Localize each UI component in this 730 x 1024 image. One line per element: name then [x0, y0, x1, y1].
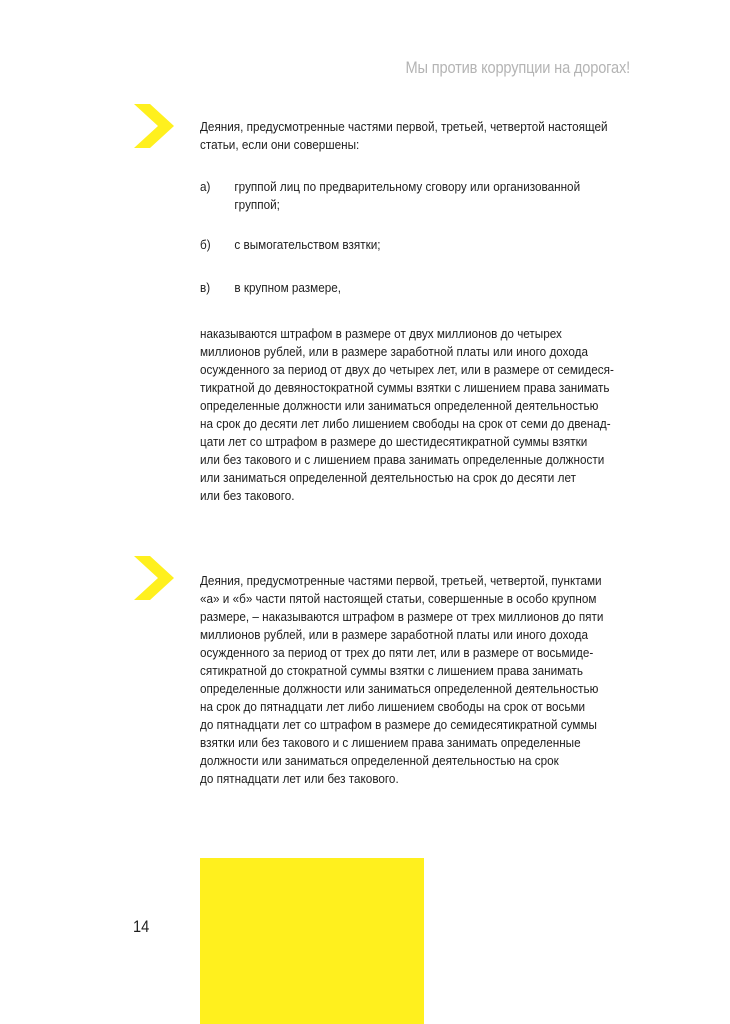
- text-line: должности или заниматься определенной деятельностью на срок: [200, 754, 559, 768]
- text-line: на срок до пятнадцати лет либо лишением свободы на срок от восьми: [200, 700, 586, 714]
- yellow-decor-block: [200, 858, 424, 1024]
- text-line: статьи, если они совершены:: [200, 138, 360, 152]
- section1-penalty: [200, 325, 628, 505]
- chevron-right-icon: [134, 556, 174, 600]
- text-line: миллионов рублей, или в размере заработной платы или иного дохода: [200, 345, 589, 359]
- text-line: размере, – наказываются штрафом в размере от трех миллионов до пяти: [200, 610, 604, 624]
- text-line: или без такового.: [200, 489, 295, 503]
- text-line: до пятнадцати лет со штрафом в размере до семидесятикратной суммы: [200, 718, 597, 732]
- list-marker: в): [200, 281, 211, 295]
- text-line: или заниматься определенной деятельностью на срок до десяти лет: [200, 471, 576, 485]
- text-line: группой;: [234, 198, 280, 212]
- chevron-shape: [134, 104, 174, 148]
- text-line: на срок до десяти лет либо лишением свободы на срок от семи до двенад-: [200, 417, 611, 431]
- text-line: тикратной до девяностократной суммы взятки с лишением права занимать: [200, 381, 610, 395]
- text-line: с вымогательством взятки;: [234, 238, 381, 252]
- text-line: цати лет со штрафом в размере до шестидесятикратной суммы взятки: [200, 435, 588, 449]
- list-item-text: [234, 178, 625, 214]
- list-marker: а): [200, 180, 211, 194]
- list-item-text: [234, 236, 625, 254]
- text-line: взятки или без такового и с лишением права занимать определенные: [200, 736, 581, 750]
- header-title: Мы против коррупции на дорогах!: [405, 58, 630, 77]
- text-line: определенные должности или заниматься определенной деятельностью: [200, 399, 599, 413]
- text-line: определенные должности или заниматься определенной деятельностью: [200, 682, 599, 696]
- section2-text: [200, 572, 628, 788]
- text-line: или без такового и с лишением права занимать определенные должности: [200, 453, 605, 467]
- section1-intro: [200, 118, 628, 154]
- list-marker: б): [200, 238, 211, 252]
- text-line: Деяния, предусмотренные частями первой, третьей, четвертой, пунктами: [200, 574, 602, 588]
- text-line: осужденного за период от двух до четырех лет, или в размере от семидеся-: [200, 363, 614, 377]
- text-line: «а» и «б» части пятой настоящей статьи, совершенные в особо крупном: [200, 592, 597, 606]
- text-line: сятикратной до стократной суммы взятки с лишением права занимать: [200, 664, 583, 678]
- text-line: до пятнадцати лет или без такового.: [200, 772, 399, 786]
- text-line: группой лиц по предварительному сговору или организованной: [234, 180, 581, 194]
- chevron-shape: [134, 556, 174, 600]
- text-line: миллионов рублей, или в размере заработной платы или иного дохода: [200, 628, 589, 642]
- text-line: Деяния, предусмотренные частями первой, третьей, четвертой настоящей: [200, 120, 608, 134]
- chevron-right-icon: [134, 104, 174, 148]
- text-line: в крупном размере,: [234, 281, 341, 295]
- text-line: осужденного за период от трех до пяти лет, или в размере от восьмиде-: [200, 646, 594, 660]
- list-item-text: [234, 279, 625, 297]
- page-number: 14: [133, 917, 150, 936]
- text-line: наказываются штрафом в размере от двух миллионов до четырех: [200, 327, 562, 341]
